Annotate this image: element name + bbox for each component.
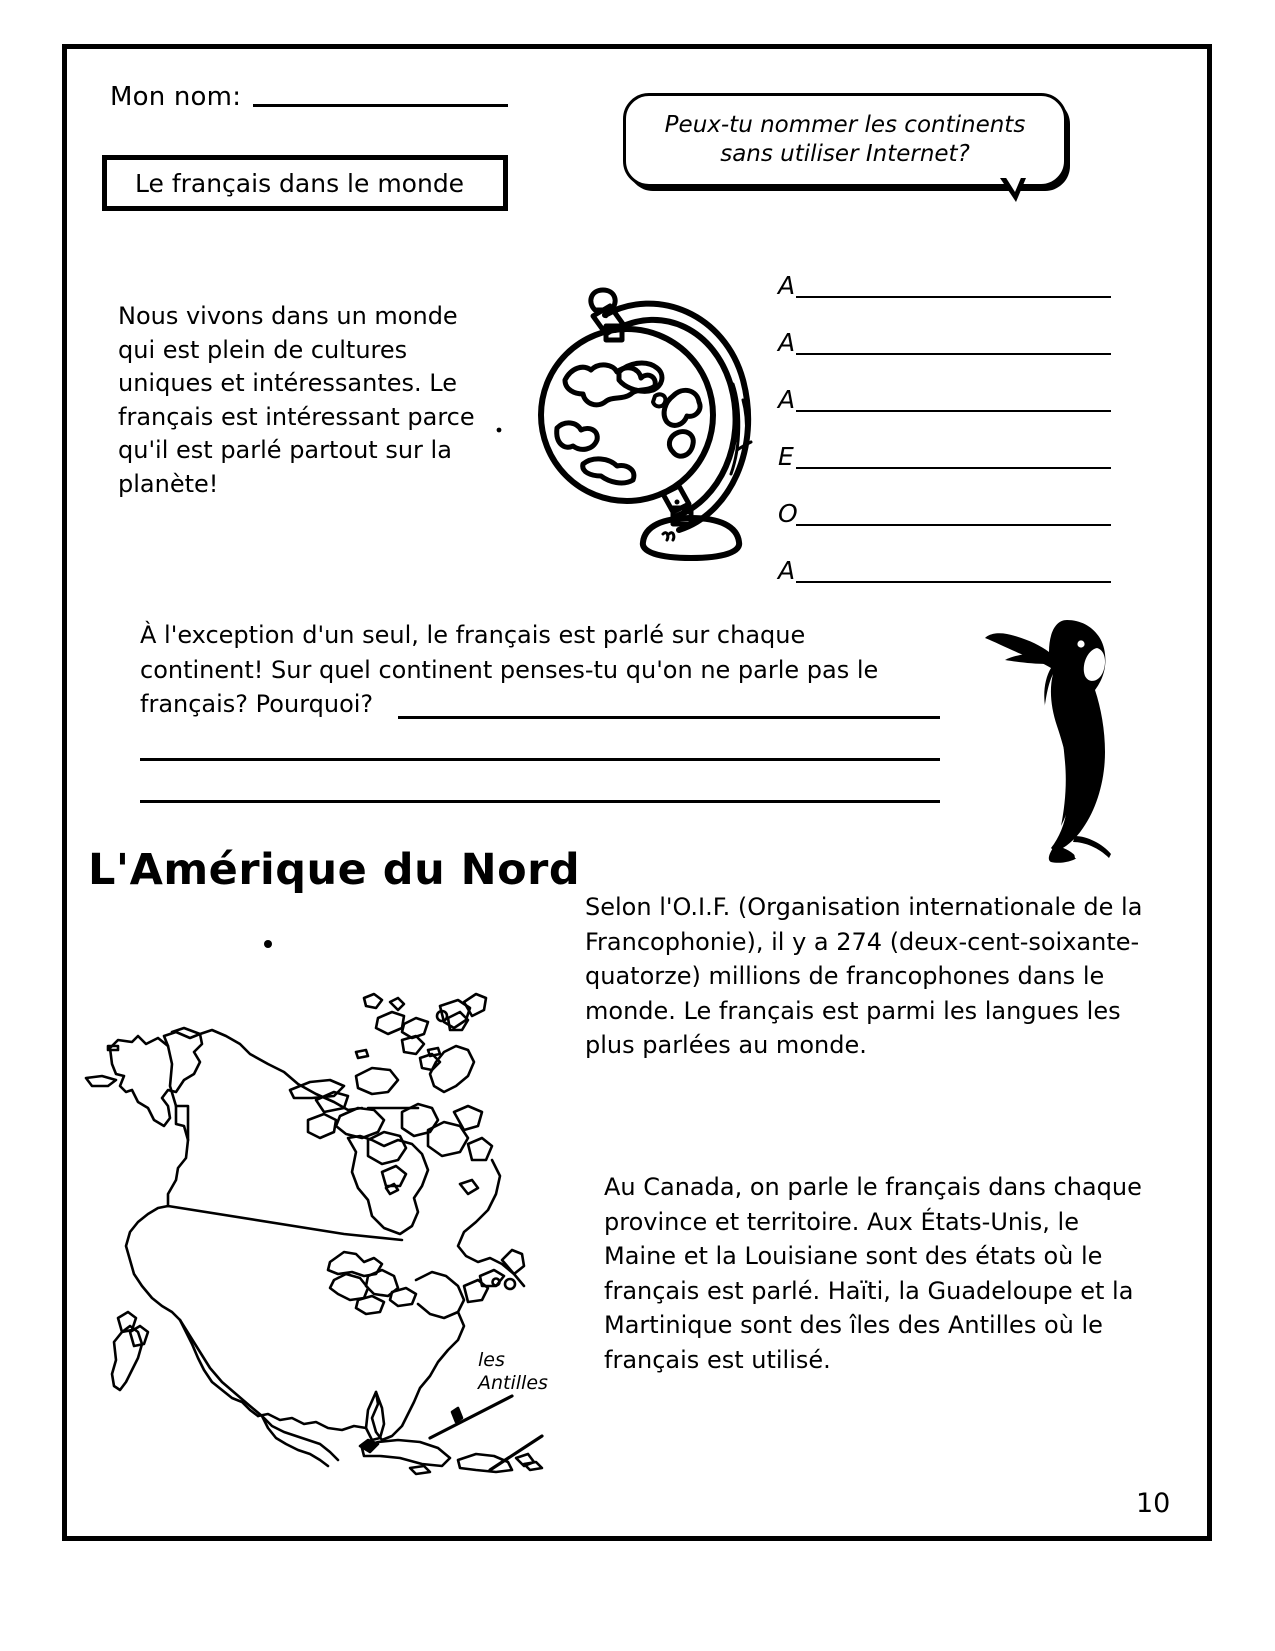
continent-answer-row[interactable] <box>778 528 1111 585</box>
continent-answer-row[interactable] <box>778 414 1111 471</box>
continent-initial: A <box>778 385 796 414</box>
speech-bubble-line-1: Peux-tu nommer les continents <box>664 111 1026 138</box>
continent-write-line[interactable] <box>796 467 1111 469</box>
answer-write-line[interactable] <box>398 716 940 719</box>
globe-illustration <box>487 268 767 568</box>
answer-write-line[interactable] <box>140 800 940 803</box>
intro-paragraph: Nous vivons dans un monde qui est plein de cultures uniques et intéressantes. Le français est intéressant parce qu'il est parlé partout sur la planète! <box>118 302 475 498</box>
antilles-annotation-line-1: les <box>478 1349 505 1371</box>
antilles-annotation <box>478 1349 548 1395</box>
continent-initial: O <box>778 499 798 528</box>
answer-write-line[interactable] <box>140 758 940 761</box>
question-line-1: À l'exception d'un seul, le français est parlé sur chaque <box>140 621 806 649</box>
open-question-block <box>140 618 940 722</box>
worksheet-title: Le français dans le monde <box>135 168 465 198</box>
oif-paragraph: Selon l'O.I.F. (Organisation internationale de la Francophonie), il y a 274 (deux-cent-soixante-quatorze) millions de francophones dans le monde. Le français est parmi les langues les plus parlées au monde. <box>585 893 1143 1060</box>
continent-answer-row[interactable] <box>778 471 1111 528</box>
question-line-3: français? Pourquoi? <box>140 690 374 719</box>
continent-answer-row[interactable] <box>778 357 1111 414</box>
continent-write-line[interactable] <box>796 353 1111 355</box>
continent-write-line[interactable] <box>796 296 1111 298</box>
continent-answer-row[interactable] <box>778 300 1111 357</box>
continent-initial: A <box>778 556 796 585</box>
continent-initial: E <box>778 442 794 471</box>
page-number: 10 <box>1136 1488 1171 1519</box>
continent-initial: A <box>778 328 796 357</box>
name-label: Mon nom: <box>110 82 242 112</box>
speech-bubble <box>623 93 1067 187</box>
name-field-row <box>110 82 508 112</box>
section-heading: L'Amérique du Nord <box>88 845 581 895</box>
speech-bubble-tail-inner <box>1003 173 1023 192</box>
continent-write-line[interactable] <box>796 581 1111 583</box>
continent-write-line[interactable] <box>796 410 1111 412</box>
canada-usa-paragraph: Au Canada, on parle le français dans chaque province et territoire. Aux États-Unis, le Maine et la Louisiane sont des états où le français est parlé. Haïti, la Guadeloupe et la Martinique sont des îles des Antilles où le français est utilisé. <box>604 1173 1142 1374</box>
continent-write-line[interactable] <box>796 524 1111 526</box>
speech-bubble-line-2: sans utiliser Internet? <box>720 141 970 167</box>
continent-answer-row[interactable] <box>778 243 1111 300</box>
antilles-annotation-line-2: Antilles <box>478 1372 548 1395</box>
continent-answer-list <box>778 243 1111 585</box>
penguin-illustration <box>955 612 1130 867</box>
question-line-2: continent! Sur quel continent penses-tu qu'on ne parle pas le <box>140 655 879 684</box>
name-write-line[interactable] <box>253 104 508 107</box>
continent-initial: A <box>778 271 796 300</box>
worksheet-title-box <box>102 155 508 211</box>
